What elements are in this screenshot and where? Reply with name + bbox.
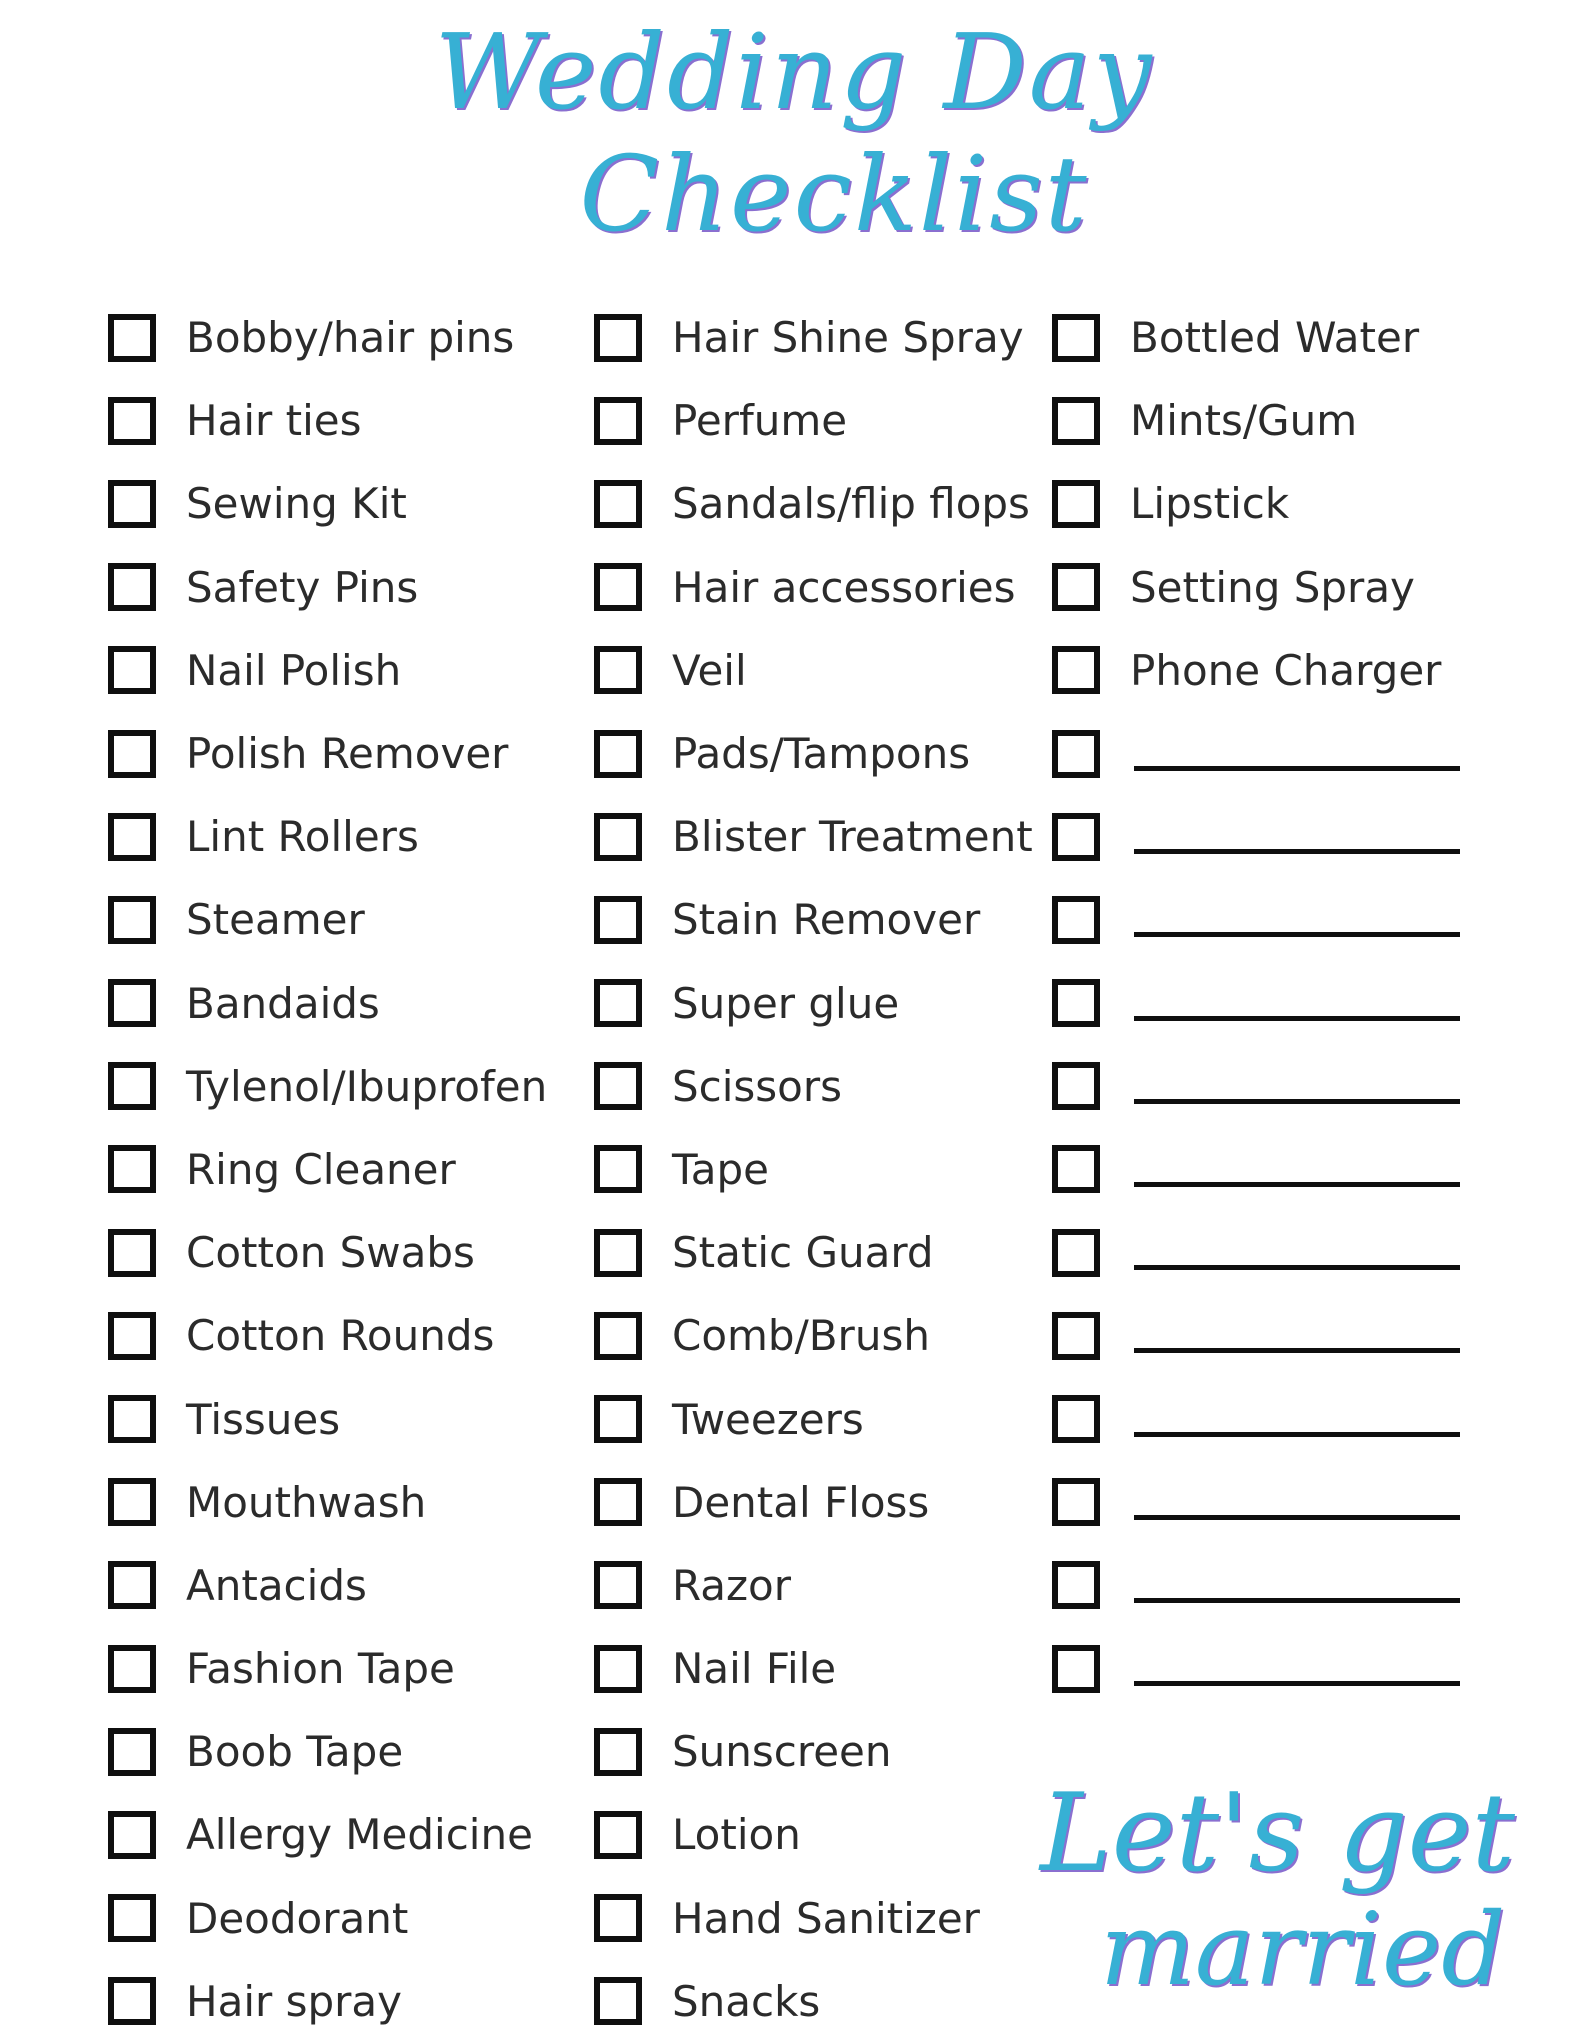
checkbox[interactable]	[594, 1561, 642, 1609]
checklist-item	[1052, 878, 1460, 961]
checkbox[interactable]	[594, 1229, 642, 1277]
checklist-item-label: Safety Pins	[186, 562, 419, 612]
checkbox[interactable]	[108, 480, 156, 528]
checkbox[interactable]	[108, 1478, 156, 1526]
checklist-item	[594, 1960, 1033, 2043]
page-title-line-1: Wedding Day	[434, 11, 1154, 133]
checklist-item	[1052, 712, 1460, 795]
checklist-item	[108, 962, 547, 1045]
blank-write-in-line[interactable]	[1134, 932, 1460, 937]
blank-write-in-line[interactable]	[1134, 1182, 1460, 1187]
checklist-item-label: Hair ties	[186, 396, 362, 446]
checklist-item-label: Sewing Kit	[186, 479, 407, 529]
checklist-item	[594, 1544, 1033, 1627]
blank-write-in-line[interactable]	[1134, 1348, 1460, 1353]
checklist-item	[594, 1294, 1033, 1377]
checklist-item	[1052, 795, 1460, 878]
checkbox[interactable]	[108, 1062, 156, 1110]
checkbox[interactable]	[594, 1062, 642, 1110]
checkbox[interactable]	[594, 1395, 642, 1443]
checklist-item-label: Tissues	[186, 1394, 341, 1444]
checklist-item-label: Cotton Swabs	[186, 1228, 475, 1278]
checklist-item	[594, 1377, 1033, 1460]
blank-write-in-line[interactable]	[1134, 1432, 1460, 1437]
checklist-item	[108, 712, 547, 795]
checklist-item	[108, 1211, 547, 1294]
checkbox[interactable]	[108, 1977, 156, 2025]
checkbox[interactable]	[108, 1811, 156, 1859]
checkbox[interactable]	[594, 1894, 642, 1942]
checklist-column-1	[108, 296, 547, 2043]
checklist-item-label: Antacids	[186, 1560, 367, 1610]
checklist-item-label: Cotton Rounds	[186, 1311, 495, 1361]
page-title-line-2: Checklist	[579, 133, 1089, 255]
checkbox[interactable]	[108, 813, 156, 861]
checkbox[interactable]	[1052, 1312, 1100, 1360]
checkbox[interactable]	[1052, 314, 1100, 362]
checklist-item	[108, 878, 547, 961]
checkbox[interactable]	[594, 563, 642, 611]
checkbox[interactable]	[1052, 1645, 1100, 1693]
checklist-item	[108, 1877, 547, 1960]
tagline-line-2: married	[1100, 1891, 1506, 2008]
checklist-item	[1052, 1544, 1460, 1627]
checklist-item	[594, 1627, 1033, 1710]
checklist-item	[108, 379, 547, 462]
checklist-item	[1052, 629, 1460, 712]
checkbox[interactable]	[108, 896, 156, 944]
checklist-item	[594, 1461, 1033, 1544]
checklist-item	[594, 795, 1033, 878]
checklist-item	[108, 1377, 547, 1460]
checklist-item-label: Dental Floss	[672, 1477, 930, 1527]
checklist-item-label: Ring Cleaner	[186, 1144, 456, 1194]
checklist-item-label: Veil	[672, 645, 747, 695]
checkbox[interactable]	[1052, 1478, 1100, 1526]
checklist-item-label: Nail File	[672, 1644, 837, 1694]
checklist-item	[108, 296, 547, 379]
blank-write-in-line[interactable]	[1134, 849, 1460, 854]
checklist-column-2	[594, 296, 1033, 2043]
checklist-item-label: Lotion	[672, 1810, 801, 1860]
checkbox[interactable]	[108, 979, 156, 1027]
checkbox[interactable]	[594, 1478, 642, 1526]
checklist-item	[108, 1793, 547, 1876]
checklist-item	[594, 1045, 1033, 1128]
checklist-item-label: Hair accessories	[672, 562, 1016, 612]
checklist-item	[594, 878, 1033, 961]
checklist-item-label: Blister Treatment	[672, 812, 1033, 862]
checkbox[interactable]	[108, 1561, 156, 1609]
checklist-item	[1052, 1461, 1460, 1544]
checkbox[interactable]	[594, 730, 642, 778]
checklist-item	[594, 629, 1033, 712]
checkbox[interactable]	[594, 314, 642, 362]
checklist-item	[1052, 962, 1460, 1045]
checklist-item	[1052, 1627, 1460, 1710]
checkbox[interactable]	[594, 813, 642, 861]
checklist-item-label: Super glue	[672, 978, 900, 1028]
checkbox[interactable]	[1052, 563, 1100, 611]
checkbox[interactable]	[1052, 896, 1100, 944]
checkbox[interactable]	[108, 1728, 156, 1776]
checkbox[interactable]	[594, 1312, 642, 1360]
checklist-item	[108, 1045, 547, 1128]
checklist-item-label: Perfume	[672, 396, 848, 446]
checklist-item	[108, 1461, 547, 1544]
checkbox[interactable]	[108, 730, 156, 778]
checkbox[interactable]	[1052, 1145, 1100, 1193]
checklist-item	[1052, 1294, 1460, 1377]
checklist-item	[1052, 379, 1460, 462]
checkbox[interactable]	[1052, 397, 1100, 445]
checkbox[interactable]	[1052, 1229, 1100, 1277]
checklist-item-label: Deodorant	[186, 1893, 409, 1943]
checkbox[interactable]	[108, 563, 156, 611]
checklist-item	[108, 1710, 547, 1793]
blank-write-in-line[interactable]	[1134, 1016, 1460, 1021]
checkbox[interactable]	[108, 1395, 156, 1443]
checklist-item	[594, 1877, 1033, 1960]
checkbox[interactable]	[594, 1811, 642, 1859]
checklist-item	[1052, 296, 1460, 379]
checklist-item-label: Hair Shine Spray	[672, 313, 1024, 363]
checklist-item-label: Bobby/hair pins	[186, 313, 515, 363]
checkbox[interactable]	[1052, 1395, 1100, 1443]
checkbox[interactable]	[594, 397, 642, 445]
checklist-item	[108, 1960, 547, 2043]
checklist-item	[594, 1710, 1033, 1793]
checklist-item-label: Polish Remover	[186, 729, 509, 779]
checkbox[interactable]	[1052, 730, 1100, 778]
checklist-item-label: Pads/Tampons	[672, 729, 971, 779]
checkbox[interactable]	[108, 1145, 156, 1193]
checklist-item-label: Fashion Tape	[186, 1644, 455, 1694]
checklist-item	[594, 296, 1033, 379]
checkbox[interactable]	[1052, 1062, 1100, 1110]
checklist-item	[108, 1544, 547, 1627]
checklist-item-label: Tweezers	[672, 1394, 864, 1444]
checklist-item	[108, 546, 547, 629]
checkbox[interactable]	[1052, 480, 1100, 528]
checklist-item	[594, 1128, 1033, 1211]
checklist-item-label: Allergy Medicine	[186, 1810, 533, 1860]
checklist-item	[108, 1128, 547, 1211]
checklist-item	[1052, 462, 1460, 545]
checkbox[interactable]	[594, 1645, 642, 1693]
checkbox[interactable]	[108, 1645, 156, 1693]
checkbox[interactable]	[594, 896, 642, 944]
checklist-item-label: Sunscreen	[672, 1727, 892, 1777]
checklist-item	[1052, 1211, 1460, 1294]
blank-write-in-line[interactable]	[1134, 1681, 1460, 1686]
checklist-item-label: Mints/Gum	[1130, 396, 1358, 446]
checkbox[interactable]	[108, 646, 156, 694]
checkbox[interactable]	[1052, 646, 1100, 694]
checklist-item-label: Tape	[672, 1144, 769, 1194]
checkbox[interactable]	[1052, 1561, 1100, 1609]
checklist-item-label: Steamer	[186, 895, 365, 945]
checklist-item	[594, 462, 1033, 545]
checklist-item	[1052, 546, 1460, 629]
checklist-item-label: Setting Spray	[1130, 562, 1415, 612]
checklist-item-label: Boob Tape	[186, 1727, 404, 1777]
checklist-item	[108, 1627, 547, 1710]
checklist-item-label: Stain Remover	[672, 895, 981, 945]
checkbox[interactable]	[108, 1312, 156, 1360]
blank-write-in-line[interactable]	[1134, 766, 1460, 771]
checkbox[interactable]	[594, 1145, 642, 1193]
checklist-item	[108, 629, 547, 712]
checklist-item-label: Comb/Brush	[672, 1311, 930, 1361]
blank-write-in-line[interactable]	[1134, 1265, 1460, 1270]
checklist-item	[1052, 1377, 1460, 1460]
checkbox[interactable]	[108, 1229, 156, 1277]
checkbox[interactable]	[108, 1894, 156, 1942]
checklist-item-label: Hair spray	[186, 1976, 403, 2026]
blank-write-in-line[interactable]	[1134, 1099, 1460, 1104]
checklist-item-label: Snacks	[672, 1976, 821, 2026]
checklist-item-label: Tylenol/Ibuprofen	[186, 1061, 548, 1111]
checkbox[interactable]	[1052, 979, 1100, 1027]
checkbox[interactable]	[108, 397, 156, 445]
checklist-item	[594, 546, 1033, 629]
blank-write-in-line[interactable]	[1134, 1515, 1460, 1520]
checkbox[interactable]	[594, 1977, 642, 2025]
checklist-item-label: Scissors	[672, 1061, 843, 1111]
checklist-item-label: Phone Charger	[1130, 645, 1442, 695]
checklist-item	[594, 712, 1033, 795]
checklist-item-label: Nail Polish	[186, 645, 402, 695]
checklist-item-label: Bottled Water	[1130, 313, 1420, 363]
checklist-column-3	[1052, 296, 1460, 1710]
checklist-item-label: Sandals/flip flops	[672, 479, 1030, 529]
checklist-item-label: Lipstick	[1130, 479, 1290, 529]
checklist-item-label: Lint Rollers	[186, 812, 419, 862]
checkbox[interactable]	[108, 314, 156, 362]
blank-write-in-line[interactable]	[1134, 1598, 1460, 1603]
checklist-item	[594, 1211, 1033, 1294]
checklist-item	[594, 379, 1033, 462]
checklist-item-label: Bandaids	[186, 978, 380, 1028]
checkbox[interactable]	[594, 979, 642, 1027]
checkbox[interactable]	[594, 480, 642, 528]
checklist-item	[1052, 1128, 1460, 1211]
checklist-item	[108, 795, 547, 878]
checklist-item-label: Hand Sanitizer	[672, 1893, 980, 1943]
checkbox[interactable]	[1052, 813, 1100, 861]
checklist-item	[108, 1294, 547, 1377]
tagline-line-1: Let's get	[1040, 1771, 1515, 1896]
checklist-item-label: Razor	[672, 1560, 792, 1610]
checkbox[interactable]	[594, 1728, 642, 1776]
checklist-item-label: Static Guard	[672, 1228, 934, 1278]
checklist-item	[108, 462, 547, 545]
checklist-item	[594, 1793, 1033, 1876]
checklist-item-label: Mouthwash	[186, 1477, 427, 1527]
checklist-item	[594, 962, 1033, 1045]
checkbox[interactable]	[594, 646, 642, 694]
checklist-item	[1052, 1045, 1460, 1128]
